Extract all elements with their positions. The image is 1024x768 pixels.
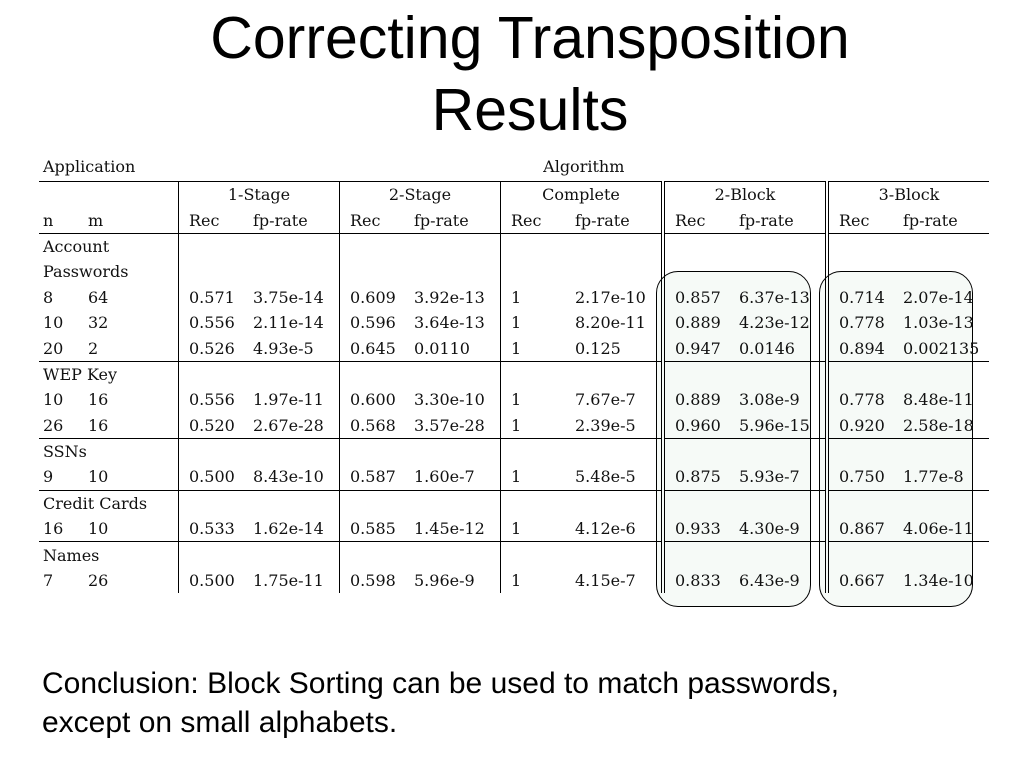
conclusion-text bbox=[42, 664, 1002, 742]
empty-cell bbox=[253, 490, 340, 516]
m-value: 16 bbox=[88, 390, 109, 410]
header-row-columns bbox=[39, 207, 989, 233]
empty-cell bbox=[340, 361, 415, 387]
fp-rate-value: 1.03e-13 bbox=[903, 313, 974, 333]
n-value: 16 bbox=[43, 519, 64, 539]
rec-value: 1 bbox=[501, 464, 576, 490]
fp-rate-value: 1.45e-12 bbox=[414, 519, 485, 539]
rec-value: 0.875 bbox=[663, 464, 739, 490]
fp-rate-value: 5.96e-15 bbox=[739, 415, 810, 435]
n-value: 10 bbox=[43, 313, 64, 333]
fp-rate-value: 6.43e-9 bbox=[739, 571, 800, 591]
empty-cell bbox=[739, 361, 827, 387]
group-name-row bbox=[39, 233, 989, 259]
empty-cell bbox=[179, 259, 254, 284]
fp-rate-value: 3.57e-28 bbox=[414, 415, 485, 435]
group-name-row bbox=[39, 490, 989, 516]
empty-cell bbox=[827, 438, 903, 464]
empty-cell bbox=[663, 233, 739, 259]
fp-rate-column-header: fp-rate bbox=[903, 210, 958, 230]
fp-rate-value: 4.23e-12 bbox=[739, 313, 810, 333]
fp-rate-value: 4.06e-11 bbox=[903, 519, 974, 539]
rec-value: 1 bbox=[501, 516, 576, 542]
rec-value: 0.889 bbox=[663, 310, 739, 335]
algorithm-name: 2-Stage bbox=[340, 182, 501, 208]
table-row bbox=[39, 413, 989, 439]
m-value: 26 bbox=[88, 571, 109, 591]
slide-title bbox=[0, 2, 1024, 146]
rec-value: 0.556 bbox=[179, 310, 254, 335]
table-row bbox=[39, 516, 989, 542]
fp-rate-value: 1.34e-10 bbox=[903, 571, 974, 591]
rec-column-header: Rec bbox=[663, 207, 739, 233]
fp-rate-value: 8.20e-11 bbox=[575, 313, 646, 333]
application-name: Account bbox=[39, 233, 179, 259]
fp-rate-value: 6.37e-13 bbox=[739, 287, 810, 307]
rec-value: 0.750 bbox=[827, 464, 903, 490]
empty-cell bbox=[501, 490, 576, 516]
n-value: 26 bbox=[43, 415, 64, 435]
algorithm-name: 3-Block bbox=[827, 182, 989, 208]
rec-value: 0.714 bbox=[827, 285, 903, 310]
empty-cell bbox=[501, 233, 576, 259]
fp-rate-value: 8.48e-11 bbox=[903, 390, 974, 410]
fp-rate-value: 5.96e-9 bbox=[414, 571, 475, 591]
rec-value: 0.894 bbox=[827, 335, 903, 361]
fp-rate-value: 2.11e-14 bbox=[253, 313, 324, 333]
application-header: Application bbox=[43, 157, 136, 176]
empty-cell bbox=[575, 542, 663, 568]
fp-rate-value: 0.002135 bbox=[903, 338, 980, 358]
empty-cell bbox=[663, 259, 739, 284]
fp-rate-value: 7.67e-7 bbox=[575, 390, 636, 410]
empty-cell bbox=[903, 438, 989, 464]
application-name: SSNs bbox=[39, 438, 179, 464]
empty-cell bbox=[575, 361, 663, 387]
fp-rate-value: 2.17e-10 bbox=[575, 287, 646, 307]
empty-cell bbox=[179, 490, 254, 516]
rec-value: 0.585 bbox=[340, 516, 415, 542]
rec-value: 0.587 bbox=[340, 464, 415, 490]
empty-cell bbox=[253, 233, 340, 259]
empty-cell bbox=[414, 233, 501, 259]
empty-cell bbox=[739, 542, 827, 568]
m-value: 64 bbox=[88, 287, 109, 307]
fp-rate-value: 3.75e-14 bbox=[253, 287, 324, 307]
empty-cell bbox=[575, 259, 663, 284]
rec-value: 0.556 bbox=[179, 387, 254, 412]
m-value: 2 bbox=[88, 338, 99, 358]
empty-cell bbox=[414, 361, 501, 387]
empty-cell bbox=[414, 542, 501, 568]
empty-cell bbox=[253, 361, 340, 387]
rec-value: 1 bbox=[501, 387, 576, 412]
n-value: 8 bbox=[43, 287, 54, 307]
rec-value: 0.500 bbox=[179, 568, 254, 593]
rec-value: 0.600 bbox=[340, 387, 415, 412]
empty-cell bbox=[501, 542, 576, 568]
table-row bbox=[39, 310, 989, 335]
m-value: 10 bbox=[88, 519, 109, 539]
application-name: Passwords bbox=[43, 262, 129, 282]
rec-value: 0.889 bbox=[663, 387, 739, 412]
empty-cell bbox=[663, 438, 739, 464]
fp-rate-value: 2.58e-18 bbox=[903, 415, 974, 435]
empty-cell bbox=[903, 233, 989, 259]
fp-rate-value: 4.15e-7 bbox=[575, 571, 636, 591]
fp-rate-value: 0.125 bbox=[575, 338, 621, 358]
empty-cell bbox=[903, 361, 989, 387]
fp-rate-value: 3.64e-13 bbox=[414, 313, 485, 333]
rec-value: 0.609 bbox=[340, 285, 415, 310]
rec-value: 0.920 bbox=[827, 413, 903, 439]
empty-cell bbox=[739, 438, 827, 464]
n-value: 20 bbox=[43, 338, 64, 358]
empty-cell bbox=[179, 542, 254, 568]
fp-rate-value: 1.77e-8 bbox=[903, 467, 964, 487]
rec-value: 0.500 bbox=[179, 464, 254, 490]
fp-rate-value: 1.60e-7 bbox=[414, 467, 475, 487]
empty-cell bbox=[179, 438, 254, 464]
empty-cell bbox=[179, 361, 254, 387]
rec-value: 0.526 bbox=[179, 335, 254, 361]
fp-rate-column-header: fp-rate bbox=[575, 210, 630, 230]
group-name-row bbox=[39, 438, 989, 464]
empty-cell bbox=[903, 542, 989, 568]
rec-value: 0.645 bbox=[340, 335, 415, 361]
empty-cell bbox=[501, 361, 576, 387]
rec-value: 0.857 bbox=[663, 285, 739, 310]
table-row bbox=[39, 335, 989, 361]
rec-value: 0.667 bbox=[827, 568, 903, 593]
fp-rate-value: 4.30e-9 bbox=[739, 519, 800, 539]
rec-column-header: Rec bbox=[179, 207, 254, 233]
table-row bbox=[39, 568, 989, 593]
slide-title-line-2: Results bbox=[431, 77, 629, 143]
empty-cell bbox=[340, 542, 415, 568]
table-row bbox=[39, 387, 989, 412]
empty-cell bbox=[827, 259, 903, 284]
fp-rate-value: 1.75e-11 bbox=[253, 571, 324, 591]
empty-cell bbox=[663, 542, 739, 568]
algorithm-name: 2-Block bbox=[663, 182, 827, 208]
empty-cell bbox=[739, 490, 827, 516]
application-name: Credit Cards bbox=[39, 490, 179, 516]
fp-rate-value: 2.39e-5 bbox=[575, 415, 636, 435]
rec-value: 0.533 bbox=[179, 516, 254, 542]
conclusion-line-2: except on small alphabets. bbox=[42, 706, 398, 739]
rec-value: 0.933 bbox=[663, 516, 739, 542]
empty-cell bbox=[739, 233, 827, 259]
rec-value: 0.778 bbox=[827, 310, 903, 335]
column-m-header: m bbox=[88, 210, 104, 230]
empty-cell bbox=[179, 233, 254, 259]
rec-value: 0.947 bbox=[663, 335, 739, 361]
fp-rate-value: 4.93e-5 bbox=[253, 338, 314, 358]
empty-cell bbox=[903, 259, 989, 284]
fp-rate-value: 5.93e-7 bbox=[739, 467, 800, 487]
empty-cell bbox=[39, 182, 179, 208]
fp-rate-value: 4.12e-6 bbox=[575, 519, 636, 539]
empty-cell bbox=[414, 490, 501, 516]
rec-value: 0.833 bbox=[663, 568, 739, 593]
table-row bbox=[39, 464, 989, 490]
empty-cell bbox=[663, 490, 739, 516]
conclusion-line-1: Conclusion: Block Sorting can be used to match passwords, bbox=[42, 667, 840, 700]
algorithm-name: Complete bbox=[501, 182, 664, 208]
empty-cell bbox=[575, 233, 663, 259]
rec-column-header: Rec bbox=[827, 207, 903, 233]
rec-value: 0.598 bbox=[340, 568, 415, 593]
empty-cell bbox=[253, 259, 340, 284]
empty-cell bbox=[827, 361, 903, 387]
fp-rate-value: 2.67e-28 bbox=[253, 415, 324, 435]
empty-cell bbox=[253, 542, 340, 568]
empty-cell bbox=[575, 490, 663, 516]
rec-value: 1 bbox=[501, 568, 576, 593]
empty-cell bbox=[501, 438, 576, 464]
table-row bbox=[39, 285, 989, 310]
algorithm-name: 1-Stage bbox=[179, 182, 340, 208]
empty-cell bbox=[340, 438, 415, 464]
empty-cell bbox=[340, 490, 415, 516]
rec-value: 0.778 bbox=[827, 387, 903, 412]
application-name: WEP Key bbox=[39, 361, 179, 387]
empty-cell bbox=[827, 233, 903, 259]
rec-value: 1 bbox=[501, 413, 576, 439]
rec-value: 0.596 bbox=[340, 310, 415, 335]
rec-column-header: Rec bbox=[501, 207, 576, 233]
empty-cell bbox=[501, 259, 576, 284]
m-value: 16 bbox=[88, 415, 109, 435]
empty-cell bbox=[827, 490, 903, 516]
fp-rate-value: 1.97e-11 bbox=[253, 390, 324, 410]
empty-cell bbox=[903, 490, 989, 516]
fp-rate-column-header: fp-rate bbox=[414, 210, 469, 230]
fp-rate-column-header: fp-rate bbox=[739, 210, 794, 230]
fp-rate-value: 8.43e-10 bbox=[253, 467, 324, 487]
header-row-algorithms bbox=[39, 182, 989, 208]
empty-cell bbox=[253, 438, 340, 464]
fp-rate-value: 5.48e-5 bbox=[575, 467, 636, 487]
results-grid bbox=[39, 152, 989, 593]
rec-value: 1 bbox=[501, 335, 576, 361]
n-value: 9 bbox=[43, 467, 54, 487]
empty-cell bbox=[414, 438, 501, 464]
application-name: Names bbox=[39, 542, 179, 568]
rec-value: 0.960 bbox=[663, 413, 739, 439]
fp-rate-value: 0.0146 bbox=[739, 338, 795, 358]
n-value: 10 bbox=[43, 390, 64, 410]
empty-cell bbox=[340, 233, 415, 259]
rec-value: 0.571 bbox=[179, 285, 254, 310]
empty-cell bbox=[414, 259, 501, 284]
empty-cell bbox=[340, 259, 415, 284]
rec-value: 1 bbox=[501, 285, 576, 310]
fp-rate-value: 3.92e-13 bbox=[414, 287, 485, 307]
slide-title-line-1: Correcting Transposition bbox=[210, 5, 850, 71]
empty-cell bbox=[663, 361, 739, 387]
group-name-row bbox=[39, 259, 989, 284]
n-value: 7 bbox=[43, 571, 54, 591]
fp-rate-value: 3.30e-10 bbox=[414, 390, 485, 410]
column-n-header: n bbox=[43, 210, 54, 230]
rec-column-header: Rec bbox=[340, 207, 415, 233]
fp-rate-value: 0.0110 bbox=[414, 338, 470, 358]
empty-cell bbox=[739, 259, 827, 284]
rec-value: 0.867 bbox=[827, 516, 903, 542]
rec-value: 0.568 bbox=[340, 413, 415, 439]
fp-rate-value: 1.62e-14 bbox=[253, 519, 324, 539]
fp-rate-value: 2.07e-14 bbox=[903, 287, 974, 307]
fp-rate-column-header: fp-rate bbox=[253, 210, 308, 230]
algorithm-header: Algorithm bbox=[543, 157, 625, 176]
group-name-row bbox=[39, 542, 989, 568]
empty-cell bbox=[575, 438, 663, 464]
header-row-top bbox=[39, 152, 989, 182]
rec-value: 0.520 bbox=[179, 413, 254, 439]
m-value: 10 bbox=[88, 467, 109, 487]
rec-value: 1 bbox=[501, 310, 576, 335]
results-table bbox=[39, 152, 989, 614]
fp-rate-value: 3.08e-9 bbox=[739, 390, 800, 410]
group-name-row bbox=[39, 361, 989, 387]
empty-cell bbox=[827, 542, 903, 568]
m-value: 32 bbox=[88, 313, 109, 333]
